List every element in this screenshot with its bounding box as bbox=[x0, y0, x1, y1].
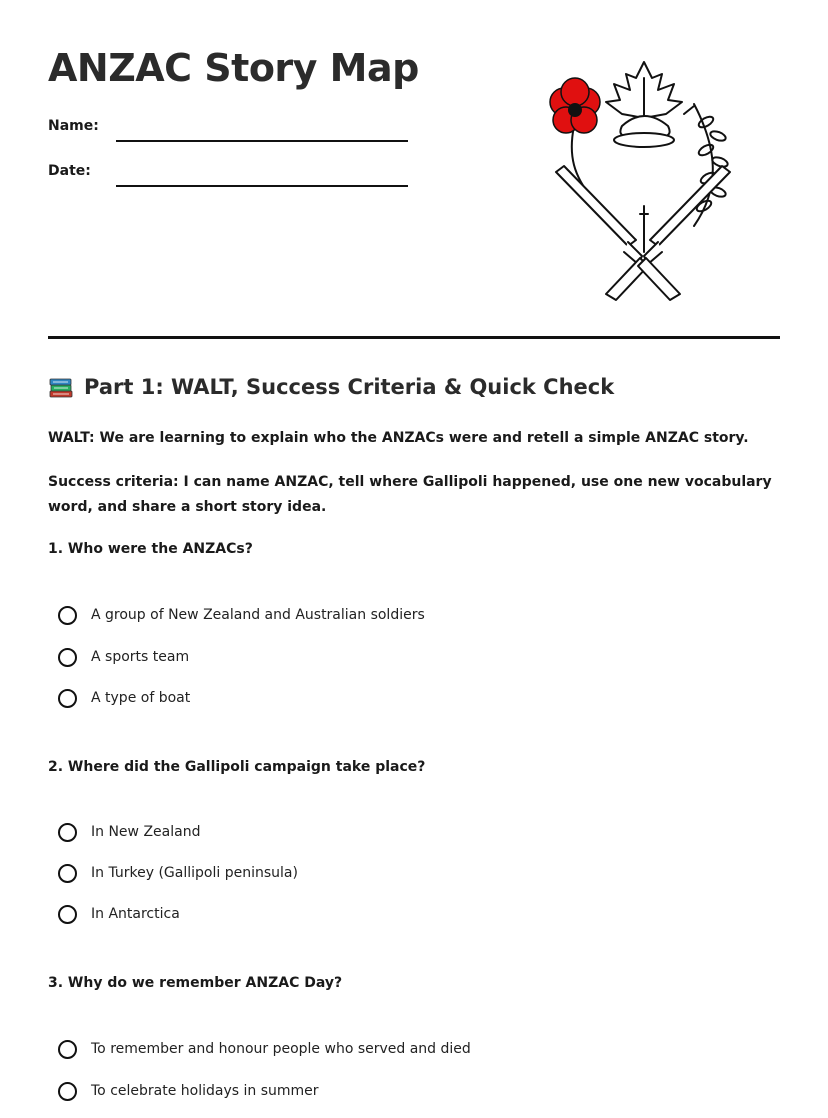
name-field[interactable] bbox=[48, 118, 408, 142]
option-label: In New Zealand bbox=[91, 824, 201, 840]
q3-option-1[interactable] bbox=[58, 1036, 471, 1062]
part1-heading-text: Part 1: WALT, Success Criteria & Quick Check bbox=[84, 375, 615, 399]
radio-button[interactable] bbox=[58, 864, 77, 883]
option-label: A group of New Zealand and Australian soldiers bbox=[91, 607, 425, 623]
name-label: Name: bbox=[48, 118, 99, 134]
date-label: Date: bbox=[48, 163, 91, 179]
books-icon bbox=[48, 375, 74, 399]
part1-heading bbox=[48, 375, 614, 399]
page-title: ANZAC Story Map bbox=[48, 46, 419, 90]
section-divider bbox=[48, 336, 780, 339]
anzac-emblem-icon bbox=[544, 56, 744, 306]
radio-button[interactable] bbox=[58, 1040, 77, 1059]
name-line[interactable] bbox=[116, 140, 408, 142]
question-3: 3. Why do we remember ANZAC Day? bbox=[48, 975, 343, 991]
radio-button[interactable] bbox=[58, 689, 77, 708]
option-label: A sports team bbox=[91, 649, 190, 665]
success-criteria-text: Success criteria: I can name ANZAC, tell where Gallipoli happened, use one new vocabulary word, and share a short story idea. bbox=[48, 474, 772, 515]
radio-button[interactable] bbox=[58, 905, 77, 924]
question-1: 1. Who were the ANZACs? bbox=[48, 541, 253, 557]
option-label: To remember and honour people who served and died bbox=[91, 1041, 471, 1057]
q2-option-1[interactable] bbox=[58, 819, 200, 845]
question-2: 2. Where did the Gallipoli campaign take place? bbox=[48, 759, 426, 775]
q2-option-2[interactable] bbox=[58, 860, 298, 886]
q2-option-3[interactable] bbox=[58, 901, 180, 927]
date-line[interactable] bbox=[116, 185, 408, 187]
option-label: In Turkey (Gallipoli peninsula) bbox=[91, 865, 298, 881]
q1-option-2[interactable] bbox=[58, 644, 189, 670]
q1-option-3[interactable] bbox=[58, 685, 190, 711]
radio-button[interactable] bbox=[58, 1082, 77, 1101]
radio-button[interactable] bbox=[58, 606, 77, 625]
radio-button[interactable] bbox=[58, 823, 77, 842]
option-label: To celebrate holidays in summer bbox=[91, 1083, 319, 1099]
worksheet-page bbox=[48, 0, 780, 1118]
option-label: A type of boat bbox=[91, 690, 191, 706]
q3-option-2[interactable] bbox=[58, 1078, 319, 1104]
date-field[interactable] bbox=[48, 163, 408, 187]
radio-button[interactable] bbox=[58, 648, 77, 667]
walt-text: WALT: We are learning to explain who the ANZACs were and retell a simple ANZAC story. bbox=[48, 430, 749, 446]
option-label: In Antarctica bbox=[91, 906, 180, 922]
q1-option-1[interactable] bbox=[58, 602, 425, 628]
